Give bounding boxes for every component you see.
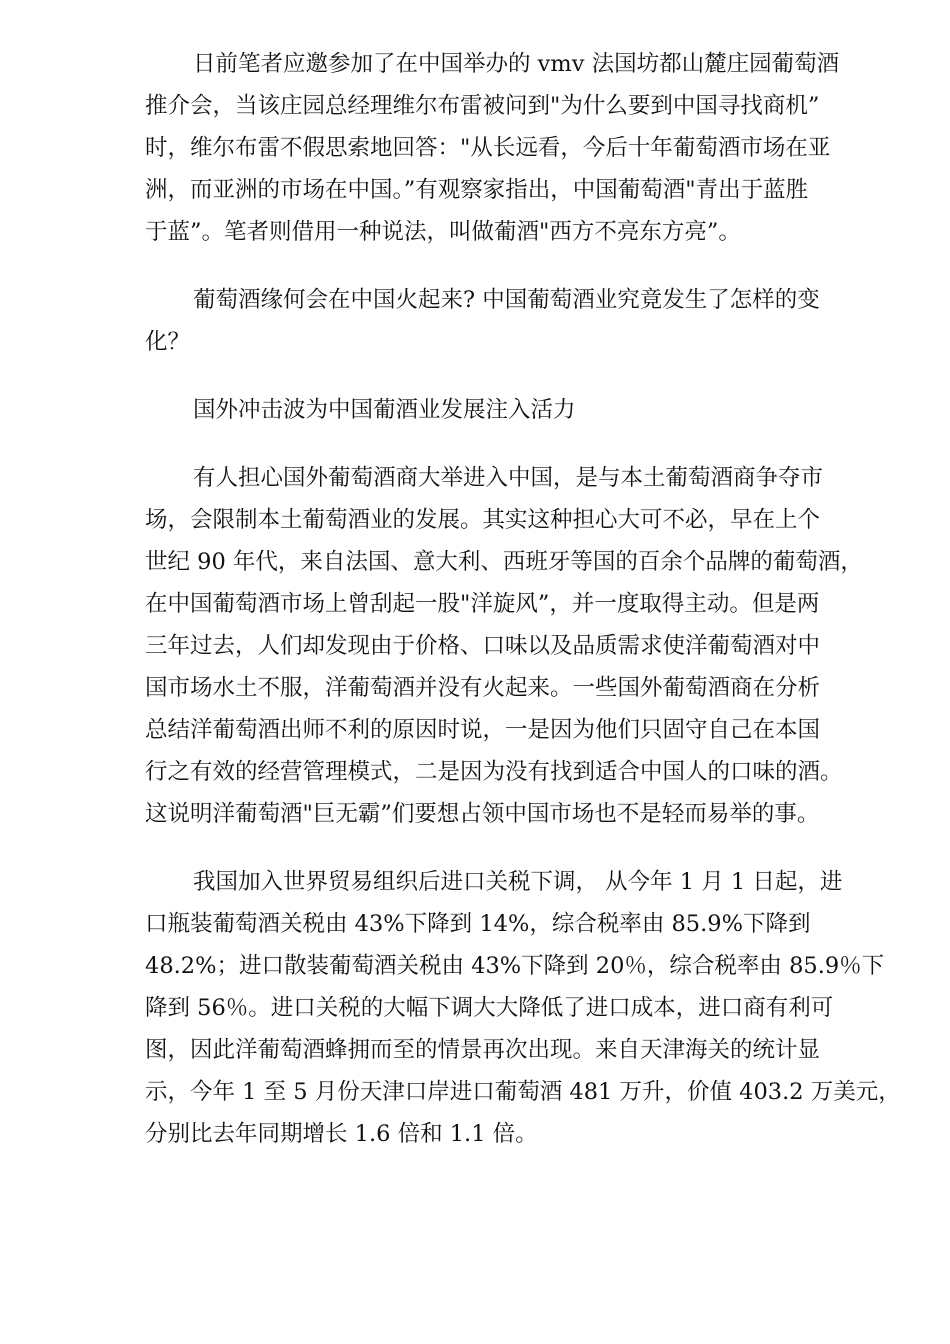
paragraph (145, 389, 885, 431)
paragraph-line: 行之有效的经营管理模式，二是因为没有找到适合中国人的口味的酒。 (145, 759, 843, 785)
paragraph-line: 降到 56％。进口关税的大幅下调大大降低了进口成本，进口商有利可 (145, 995, 834, 1021)
article-body (145, 43, 901, 1181)
paragraph-first-line: 葡萄酒缘何会在中国火起来? 中国葡萄酒业究竟发生了怎样的变 (193, 287, 820, 313)
paragraph-line: 48.2%；进口散装葡萄酒关税由 43%下降到 20％，综合税率由 85.9％下 (145, 953, 885, 979)
paragraph-line: 图，因此洋葡萄酒蜂拥而至的情景再次出现。来自天津海关的统计显 (145, 1037, 821, 1063)
paragraph-line: 时，维尔布雷不假思索地回答："从长远看，今后十年葡萄酒市场在亚 (145, 135, 831, 161)
paragraph-first-line: 我国加入世界贸易组织后进口关税下调， 从今年 1 月 1 日起，进 (193, 869, 843, 895)
paragraph-line: 于蓝”。笔者则借用一种说法，叫做葡酒"西方不亮东方亮”。 (145, 219, 741, 245)
paragraph-first-line: 有人担心国外葡萄酒商大举进入中国，是与本土葡萄酒商争夺市 (193, 465, 824, 491)
paragraph (145, 457, 885, 835)
paragraph-line: 在中国葡萄酒市场上曾刮起一股"洋旋风”，并一度取得主动。但是两 (145, 591, 820, 617)
paragraph-line: 三年过去，人们却发现由于价格、口味以及品质需求使洋葡萄酒对中 (145, 633, 821, 659)
paragraph-line: 场，会限制本土葡萄酒业的发展。其实这种担心大可不必，早在上个 (145, 507, 821, 533)
paragraph-line: 示，今年 1 至 5 月份天津口岸进口葡萄酒 481 万升，价值 403.2 万美元， (145, 1079, 901, 1105)
paragraph-line: 世纪 90 年代，来自法国、意大利、西班牙等国的百余个品牌的葡萄酒， (145, 549, 863, 575)
paragraph-line: 总结洋葡萄酒出师不利的原因时说，一是因为他们只固守自己在本国 (145, 717, 821, 743)
paragraph (145, 861, 901, 1155)
paragraph-first-line: 国外冲击波为中国葡酒业发展注入活力 (193, 397, 576, 423)
paragraph-first-line: 日前笔者应邀参加了在中国举办的 vmv 法国坊都山麓庄园葡萄酒 (193, 51, 840, 77)
paragraph (145, 43, 885, 253)
paragraph-line: 口瓶装葡萄酒关税由 43%下降到 14%，综合税率由 85.9%下降到 (145, 911, 811, 937)
paragraph-line: 分别比去年同期增长 1.6 倍和 1.1 倍。 (145, 1121, 538, 1147)
paragraph-line: 洲，而亚洲的市场在中国。”有观察家指出，中国葡萄酒"青出于蓝胜 (145, 177, 809, 203)
paragraph-line: 化？ (145, 329, 191, 355)
paragraph-line: 推介会，当该庄园总经理维尔布雷被问到"为什么要到中国寻找商机” (145, 93, 820, 119)
paragraph (145, 279, 885, 363)
paragraph-line: 国市场水土不服，洋葡萄酒并没有火起来。一些国外葡萄酒商在分析 (145, 675, 821, 701)
paragraph-line: 这说明洋葡萄酒"巨无霸”们要想占领中国市场也不是轻而易举的事。 (145, 801, 820, 827)
